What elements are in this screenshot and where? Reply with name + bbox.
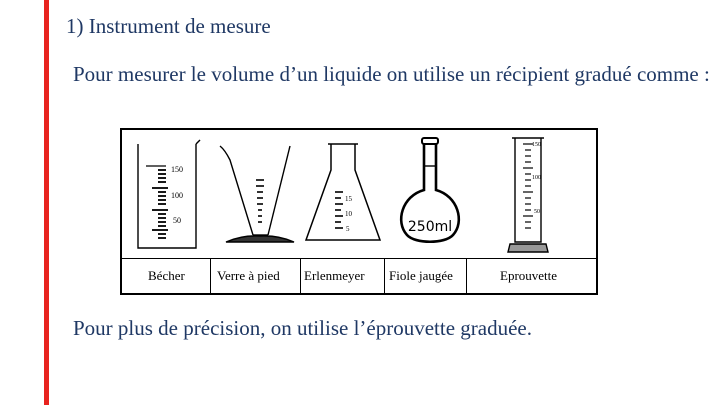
beaker-icon — [138, 140, 200, 248]
erlenmeyer-flask-icon — [306, 144, 380, 240]
instruments-figure — [120, 128, 598, 295]
instrument-labels — [122, 258, 596, 293]
label-verre-a-pied: Verre à pied — [217, 268, 280, 283]
graduated-cylinder-icon — [508, 138, 548, 252]
label-fiole-jaugee: Fiole jaugée — [389, 268, 453, 283]
label-eprouvette: Eprouvette — [500, 268, 558, 283]
erlenmeyer-graduation-10: 10 — [345, 210, 352, 218]
accent-bar — [44, 0, 49, 405]
cylinder-graduation-50: 50 — [534, 209, 540, 215]
conclusion-emphasis: l’éprouvette graduée. — [353, 316, 532, 340]
conical-glass-icon — [220, 146, 294, 242]
label-erlenmeyer: Erlenmeyer — [304, 268, 365, 283]
cylinder-graduation-150: 150 — [532, 142, 541, 148]
beaker-graduation-50: 50 — [173, 216, 181, 225]
section-title: 1) Instrument de mesure — [66, 14, 271, 38]
erlenmeyer-graduation-5: 5 — [346, 225, 350, 233]
flask-volume-label: 250ml — [407, 219, 453, 235]
erlenmeyer-graduation-15: 15 — [345, 195, 352, 203]
conclusion-text — [73, 316, 532, 341]
conclusion-prefix: Pour plus de précision, on utilise — [73, 316, 354, 340]
instruments-images — [122, 130, 596, 258]
intro-text: Pour mesurer le volume d’un liquide on utilise un récipient gradué comme : — [73, 62, 710, 86]
label-becher: Bécher — [148, 268, 185, 283]
beaker-graduation-150: 150 — [171, 165, 183, 174]
beaker-graduation-100: 100 — [171, 191, 183, 200]
cylinder-graduation-100: 100 — [532, 175, 541, 181]
